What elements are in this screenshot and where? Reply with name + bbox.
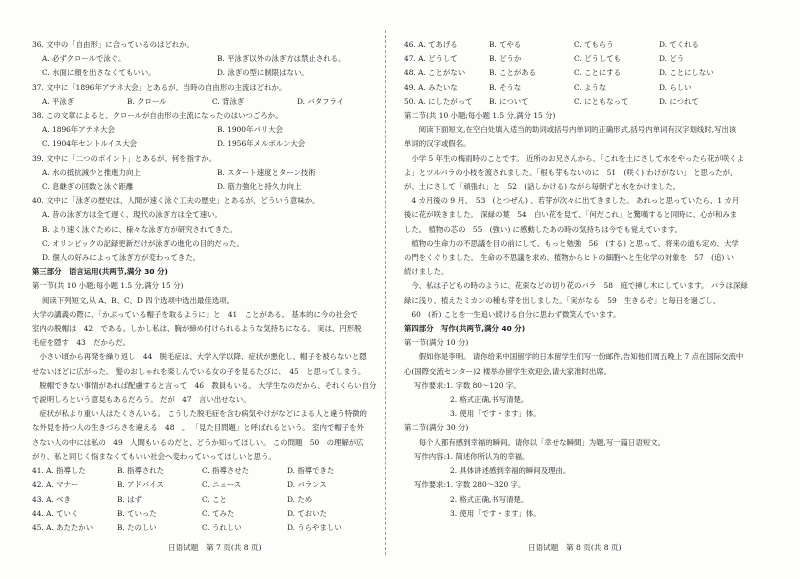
- options-36-ab: [32, 52, 392, 66]
- choice: D. バランス: [287, 480, 327, 490]
- choice-row-43: [32, 493, 392, 507]
- choice: 46. A. てあげる: [404, 40, 458, 49]
- choice: C. ことにする: [574, 68, 622, 78]
- content-item: 2. 具体讲述感到幸福的瞬间及理由。: [450, 466, 571, 476]
- choice: 47. A. どうして: [404, 54, 458, 64]
- choice: D. ことにしない: [659, 68, 714, 78]
- choice: D. ておいた: [287, 508, 327, 518]
- section-1-heading: 第一节(共 10 小题;每小题 1.5 分,满分 15 分): [32, 281, 184, 291]
- choice: C. てもらう: [574, 40, 614, 49]
- writing-1-heading: 第一节(满分 10 分): [404, 338, 469, 348]
- option-37-d: D. バタフライ: [297, 96, 345, 106]
- choice: C. 指導させた: [202, 466, 250, 476]
- writing-1-text: 心(国際交流センター)2 楼举办留学生欢迎会,请大家准时出席。: [404, 366, 612, 376]
- passage-line: が、土にさして「頑張れ」と 52 (話しかける) ながら毎朝ずと水をかけました。: [404, 182, 681, 192]
- passage-line: 毛症を隠す 43 だからだ。: [32, 338, 131, 348]
- choice: 50. A. にしたがって: [404, 96, 473, 106]
- requirement: 写作要求:1. 字数 80～120 字。: [414, 380, 521, 390]
- options-38-cd: [32, 137, 392, 151]
- choice-row-48: [404, 66, 764, 80]
- part-4-heading: 第四部分 写作(共两节,满分 40 分): [404, 324, 526, 334]
- passage-line: 緑に浅り、植えたミカンの種も芽を出しました。「実がなる 59 生きるぞ」と毎日を過ごし、: [404, 295, 721, 305]
- choice: 42. A. マナー: [32, 480, 79, 490]
- writing-2-heading: 第二节(满分 30 分): [404, 423, 469, 433]
- option-38-b: B. 1900年パリ大会: [217, 125, 283, 135]
- choice: D. らしい: [659, 82, 692, 92]
- choice: D. どう: [659, 54, 685, 64]
- choice: B. はず: [117, 494, 142, 504]
- option-39-b: B. スタート速度とターン技術: [217, 167, 316, 177]
- passage-line: の門をくぐりました。 生命の不思議を求め、植物からヒトの細胞へと生化学の対象を 57 (追) い: [404, 253, 734, 263]
- option-38-a: A. 1896年アテネ大会: [42, 125, 115, 135]
- choice-row-42: [32, 478, 392, 492]
- choice: B. ていった: [117, 508, 157, 518]
- options-39-ab: [32, 166, 392, 180]
- passage-line: がり、私と同じく悩まなくてもいい社会へ変わっていってほしいと思う。: [32, 451, 276, 461]
- content-item: 写作内容:1. 简述你所认为的幸福。: [414, 451, 530, 461]
- choice: B. そうな: [489, 82, 522, 92]
- choice: C. ニュース: [202, 480, 242, 490]
- option-36-d: D. 泳ぎの型に制限はない。: [217, 68, 309, 78]
- choice: B. どうか: [489, 54, 522, 64]
- choice: D. てくれる: [659, 40, 699, 49]
- passage-line: した。 植物の芯の 55 (強い) に感動したあの時の気持ちは今でも覚えています。: [404, 224, 682, 234]
- page-footer: 日语试题 第 8 页(共 8 页): [528, 543, 622, 552]
- passage-line: 続けました。: [404, 267, 449, 277]
- options-37: [32, 95, 392, 109]
- choice: B. について: [489, 96, 529, 106]
- choice: 41. A. 指導した: [32, 466, 86, 476]
- option-39-a: A. 水の抵抗減少と推進力向上: [42, 167, 141, 177]
- passage-line: 植物の生命力の不思議を目の前にして、もっと勉強 56 (する) と思って、将来の道も定め、大学: [404, 238, 739, 248]
- requirement: 3. 使用「です・ます」体。: [450, 409, 541, 419]
- writing-2-text: 每个人都有感到幸福的瞬间。请你以「幸せな瞬間」为题,写一篇日语短文。: [404, 437, 666, 447]
- option-37-b: B. クロール: [127, 96, 167, 106]
- option-40-a: A. 昔の泳ぎ方は全て遅く、現代の泳ぎ方は全て速い。: [42, 210, 222, 220]
- choice: C. にともなって: [574, 96, 629, 106]
- passage-line: 60 (祈) ことを一生追い続ける自分に思わず微笑んでいます。: [404, 309, 621, 319]
- choice-row-45: [32, 521, 392, 535]
- passage-line: 4 カ月後の 9 月、 53 (とつぜん) 、若芽が次々に出てきました。 あれっと思っていたら、1 カ月: [404, 196, 740, 206]
- choice-row-44: [32, 507, 392, 521]
- option-36-a: A. 必ずクロールで泳ぐ。: [42, 54, 126, 64]
- requirement: 2. 格式正确,书写清楚。: [450, 494, 529, 504]
- left-page: [32, 38, 392, 535]
- passage-line: 室内の脱帽は 42 である。しかし私は、胸が締め付けられるような気持ちになる。 実は、円形脱: [32, 324, 362, 334]
- option-40-c: C. オリンピックの記録更新だけが泳ぎの進化の目的だった。: [42, 238, 244, 248]
- question-36: 36. 文中の「自由形」に合っているのはどれか。: [32, 40, 194, 49]
- page-divider: [385, 30, 386, 555]
- instructions: 阅读下列短文,从 A、B、C、D 四个选项中选出最佳选项。: [42, 295, 234, 305]
- requirement: 2. 格式正确,书写清楚。: [450, 395, 529, 405]
- choice-row-46: [404, 38, 764, 52]
- question-38: 38. この文章によると、クロールが自由形の主流になったのはいつごろか。: [32, 111, 283, 121]
- instructions-line: 阅读下面短文,在空白处填入适当的助词或括号内单词的正确形式,括号内单词有汉字划线时,写出该: [404, 125, 737, 135]
- options-38-ab: [32, 123, 392, 137]
- choice: B. てやる: [489, 40, 522, 49]
- choice: C. どうしても: [574, 54, 622, 64]
- section-2-heading: 第二节(共 10 小题;每小题 1.5 分,满分 15 分): [404, 111, 556, 121]
- passage-line: 小学 5 年生の梅雨時のことです。 近所のお兄さんから、「これを土にさして水をやったら花が咲くよ: [404, 153, 745, 163]
- choice: 49. A. みたいな: [404, 82, 458, 92]
- choice-row-50: [404, 95, 764, 109]
- choice-row-49: [404, 81, 764, 95]
- instructions-line: 单词的汉字或假名。: [404, 139, 471, 149]
- choice: 45. A. あたたかい: [32, 522, 94, 532]
- requirement: 写作要求:1. 字数 280～320 字。: [414, 480, 526, 490]
- options-36-cd: [32, 66, 392, 80]
- choice: 44. A. ていく: [32, 508, 79, 518]
- requirement: 3. 使用「です・ます」体。: [450, 508, 541, 518]
- choice: D. ため: [287, 494, 313, 504]
- choice: C. こと: [202, 494, 227, 504]
- passage-line: で説明しろという意見もあるだろう。 だが 47 言い出せない。: [32, 395, 251, 405]
- choice-row-47: [404, 52, 764, 66]
- choice-row-41: [32, 464, 392, 478]
- option-38-d: D. 1956年メルボルン大会: [217, 139, 306, 149]
- choice: C. うれしい: [202, 522, 242, 532]
- choice: C. てみた: [202, 508, 235, 518]
- choice: B. アドバイス: [117, 480, 164, 490]
- options-39-cd: [32, 180, 392, 194]
- writing-1-text: 假如你是李明。 请你给来中国留学的日本留学生们写一份邮件,告知他们周五晚上 7 点在国际交流中: [404, 352, 744, 362]
- passage-line: 後に花が咲きました。 深緑の葉 54 白い花を見て、「何だこれ」と驚嘆すると同時に、心が和みま: [404, 210, 738, 220]
- passage-line: よ」とツルバラの小枝を渡されました。「根も芽もないのに 51 (咲く) わけがない」 と思ったが、: [404, 167, 738, 177]
- passage-line: せないほどに広がった。 髪のおしゃれを楽しんでいる女の子を見るたびに、 45 と思ってしまう。: [32, 366, 366, 376]
- passage-line: 症状が私より重い人はたくさんいる。 こうした脱毛症を含む病気やけがなどによる人と違う特徴的: [32, 409, 367, 419]
- option-36-b: B. 平泳ぎ以外の泳ぎ方は禁止される。: [217, 54, 346, 64]
- choice: D. につれて: [659, 96, 699, 106]
- option-40-d: D. 個人の好みによって泳ぎ方が変わってきた。: [42, 253, 201, 263]
- option-36-c: C. 水面に顔を出さなくてもいい。: [42, 68, 156, 78]
- passage-line: 脱帽できない事情があれば配慮すると言って 46 教員もいる。 大学生なのだから、それくらい自分: [32, 380, 377, 390]
- choice: B. たのしい: [117, 522, 157, 532]
- passage-line: な外見を持つ人の生きづらさを違える 48 。 「見た目問題」と呼ばれるという。 室内で帽子を外: [32, 423, 364, 433]
- passage-line: 大学の講義の際に、「かぶっている帽子を取るように」と 41 ことがある。 基本的に今の社会で: [32, 309, 358, 319]
- passage-line: さない人の中には私の 49 人間もいるのだと、どうか知ってほしい。 この問題 50 の理解が広: [32, 437, 364, 447]
- option-37-a: A. 平泳ぎ: [42, 96, 75, 106]
- choice: B. 指導された: [117, 466, 165, 476]
- passage-line: 今、私は子どもの時のように、花束などの切り花のバラ 58 庭で挿し木にしています。 バラは深緑: [404, 281, 748, 291]
- question-39: 39. 文中に「二つのポイント」とあるが、何を指すか。: [32, 153, 217, 163]
- option-40-b: B. より速く泳ぐために、様々な泳ぎ方が研究されてきた。: [42, 224, 237, 234]
- part-3-heading: 第三部分 语言运用(共两节,满分 30 分): [32, 267, 168, 277]
- option-39-d: D. 筋力強化と持久力向上: [217, 182, 302, 192]
- choice: D. 指導できた: [287, 466, 335, 476]
- choice: 43. A. べき: [32, 494, 71, 504]
- choice: 48. A. ことがない: [404, 68, 466, 78]
- page-footer: 日语试题 第 7 页(共 8 页): [168, 543, 262, 552]
- choice: B. ことがある: [489, 68, 537, 78]
- passage-line: 小さい頃から再発を繰り返し 44 脱毛症は、大学入学以降、症状が悪化し、帽子を被らないと隠: [32, 352, 367, 362]
- option-39-c: C. 息継ぎの回数と泳ぐ距離: [42, 182, 134, 192]
- question-40: 40. 文中に「泳ぎの歴史は、人間が速く泳ぐ工夫の歴史」とあるが、どういう意味か。: [32, 196, 320, 206]
- option-37-c: C. 背泳ぎ: [212, 96, 245, 106]
- right-page: [404, 38, 764, 521]
- choice: D. うらやましい: [287, 522, 342, 532]
- option-38-c: C. 1904年セントルイス大会: [42, 139, 137, 149]
- question-37: 37. 文中に「1896年アテネ大会」とあるが、当時の自由形の主流はどれか。: [32, 82, 287, 92]
- choice: C. ような: [574, 82, 607, 92]
